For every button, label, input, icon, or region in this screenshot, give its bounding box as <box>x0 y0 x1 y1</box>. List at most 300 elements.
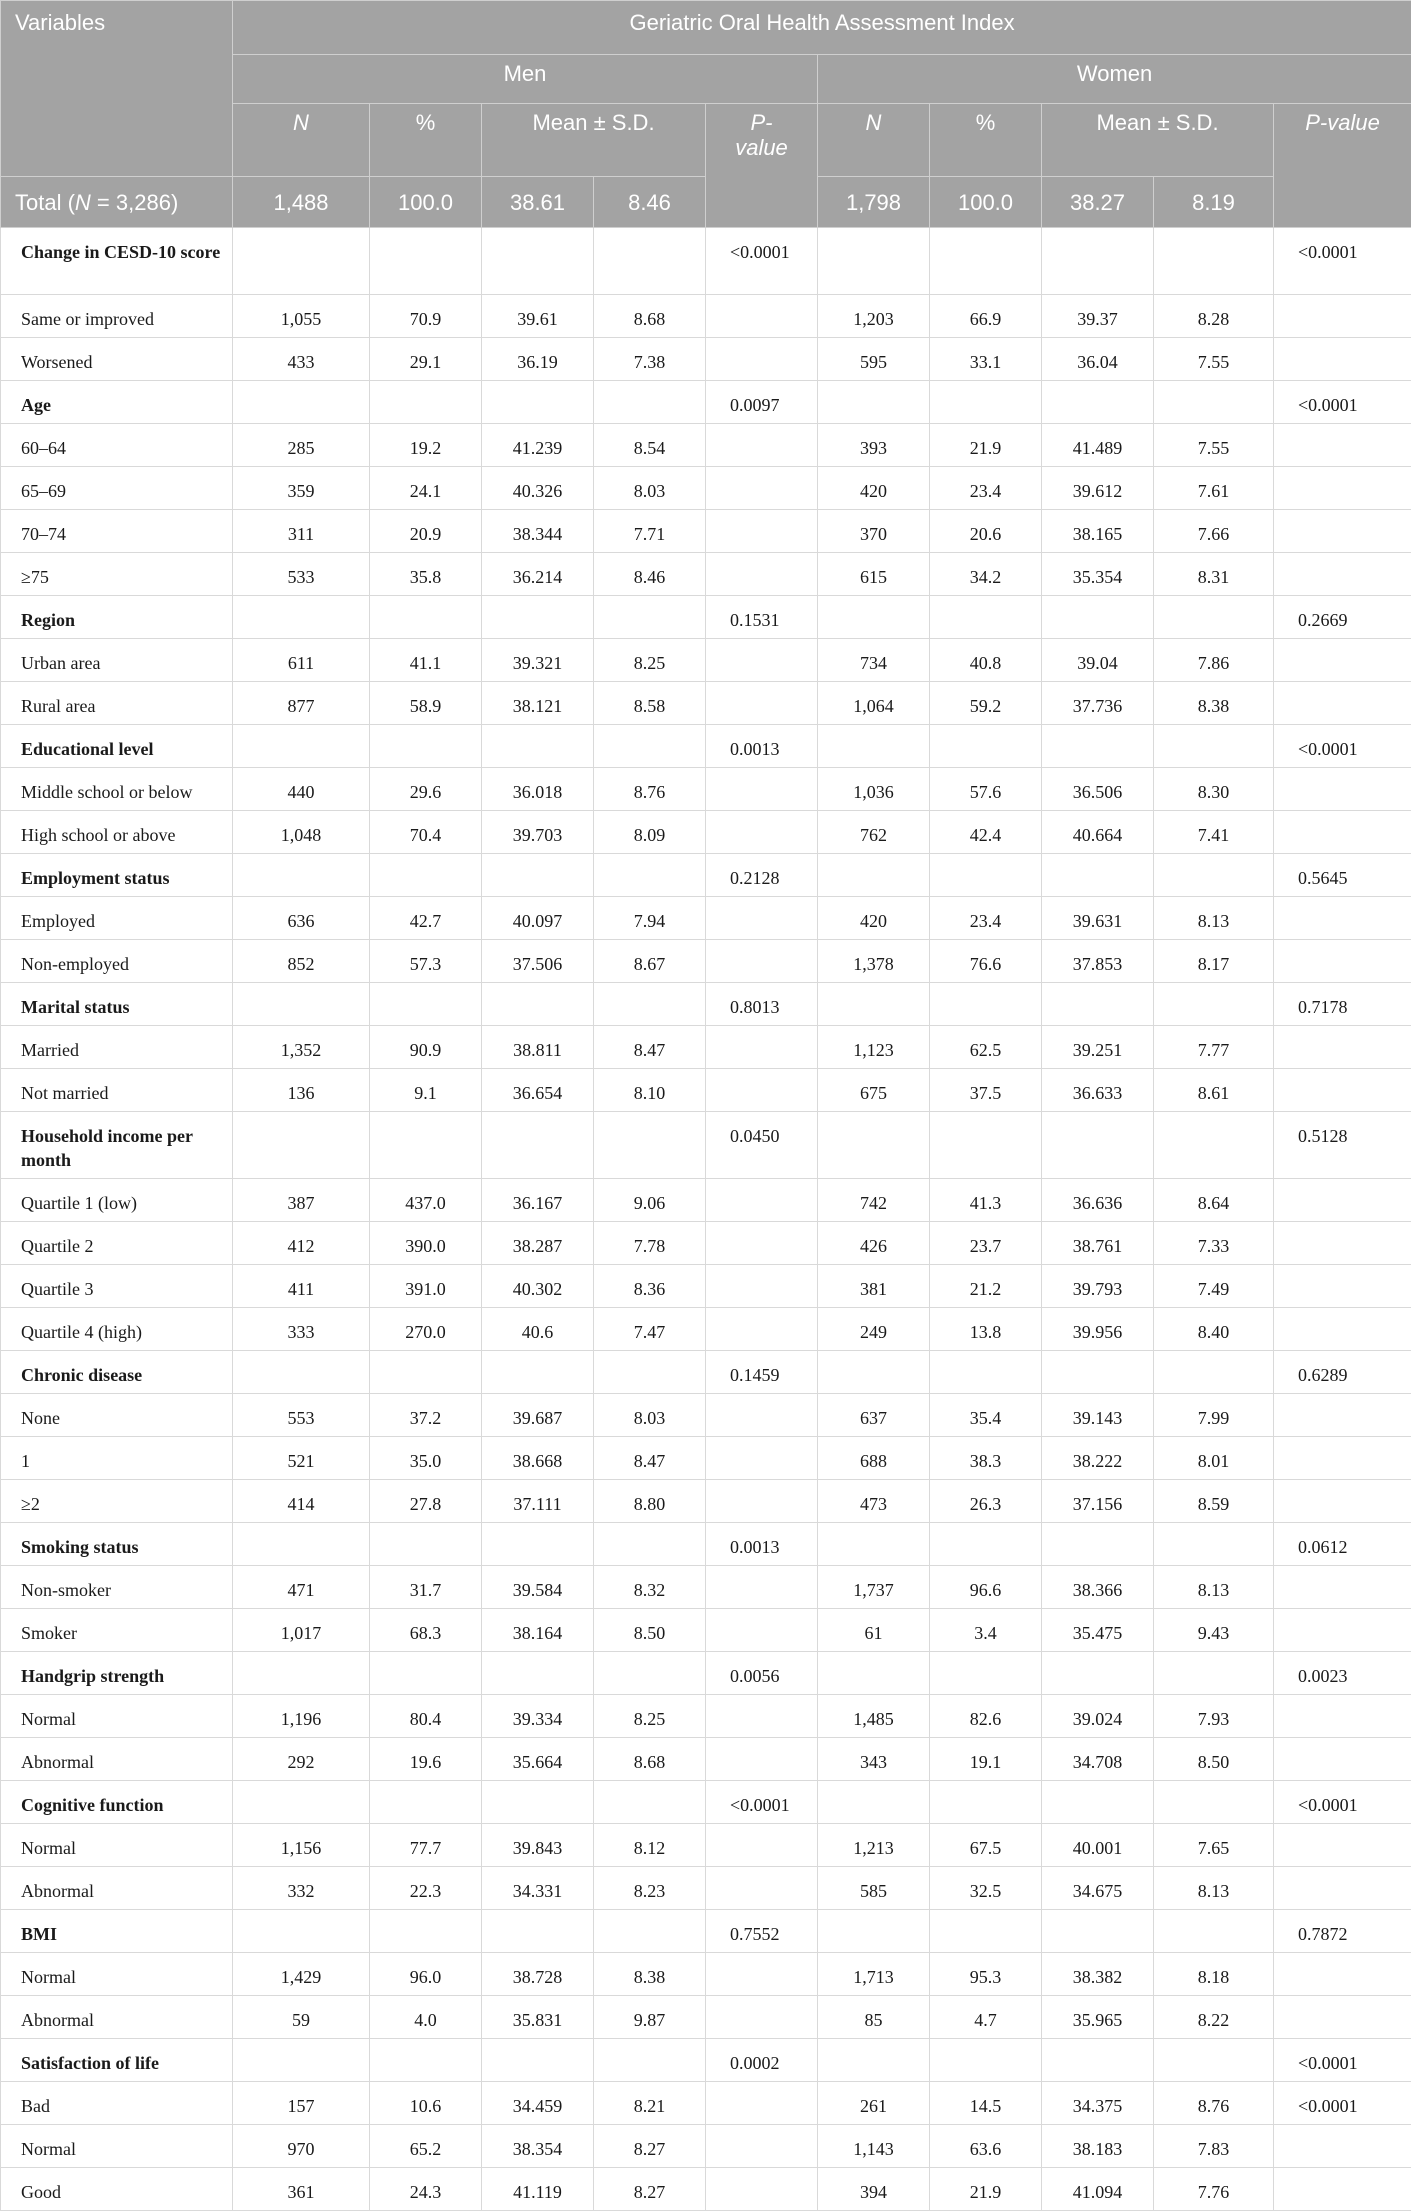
men-n-cell: 970 <box>233 2125 370 2168</box>
women-mean-cell <box>1042 2039 1154 2082</box>
men-n-header: N <box>233 104 370 177</box>
women-sd-cell: 8.18 <box>1154 1953 1274 1996</box>
women-pct-cell: 4.7 <box>930 1996 1042 2039</box>
men-pct-cell: 437.0 <box>370 1179 482 1222</box>
women-mean-cell: 36.633 <box>1042 1069 1154 1112</box>
women-n-cell: 1,485 <box>818 1695 930 1738</box>
men-p-value-cell: <0.0001 <box>706 228 818 295</box>
women-p-value-cell <box>1274 1026 1411 1069</box>
men-n-cell: 332 <box>233 1867 370 1910</box>
table-row <box>1 682 1411 725</box>
table-row <box>1 1566 1411 1609</box>
table-header <box>1 1 1411 228</box>
men-n-cell: 521 <box>233 1437 370 1480</box>
women-n-cell <box>818 1112 930 1179</box>
men-n-cell: 852 <box>233 940 370 983</box>
women-pct-cell: 95.3 <box>930 1953 1042 1996</box>
men-pct-cell <box>370 1351 482 1394</box>
index-title-header: Geriatric Oral Health Assessment Index <box>233 1 1411 55</box>
women-mean-cell <box>1042 1781 1154 1824</box>
men-n-cell: 1,352 <box>233 1026 370 1069</box>
men-p-value-cell: 0.2128 <box>706 854 818 897</box>
table-row <box>1 897 1411 940</box>
table-row <box>1 1222 1411 1265</box>
women-p-value-cell <box>1274 682 1411 725</box>
men-p-value-cell <box>706 295 818 338</box>
row-label: 65–69 <box>1 467 233 510</box>
men-pct-cell: 24.1 <box>370 467 482 510</box>
table-row <box>1 1695 1411 1738</box>
women-n-cell: 742 <box>818 1179 930 1222</box>
women-n-cell: 762 <box>818 811 930 854</box>
women-n-cell <box>818 1652 930 1695</box>
category-row <box>1 1351 1411 1394</box>
row-label: Abnormal <box>1 1867 233 1910</box>
men-n-cell <box>233 381 370 424</box>
women-n-cell: 734 <box>818 639 930 682</box>
category-label: Age <box>1 381 233 424</box>
women-sd-cell: 8.50 <box>1154 1738 1274 1781</box>
category-label: BMI <box>1 1910 233 1953</box>
row-label: Non-employed <box>1 940 233 983</box>
men-p-value-cell: <0.0001 <box>706 1781 818 1824</box>
men-n-cell: 1,048 <box>233 811 370 854</box>
women-mean-cell <box>1042 1910 1154 1953</box>
men-sd-cell: 7.71 <box>594 510 706 553</box>
men-pct-cell: 19.6 <box>370 1738 482 1781</box>
men-mean-cell <box>482 1910 594 1953</box>
men-pct-cell: 390.0 <box>370 1222 482 1265</box>
men-sd-cell <box>594 1652 706 1695</box>
women-mean-cell: 39.251 <box>1042 1026 1154 1069</box>
women-sd-cell <box>1154 2039 1274 2082</box>
total-women-mean: 38.27 <box>1042 177 1154 228</box>
men-pct-cell: 29.6 <box>370 768 482 811</box>
women-n-cell: 85 <box>818 1996 930 2039</box>
men-mean-sd-header: Mean ± S.D. <box>482 104 706 177</box>
women-p-value-cell <box>1274 1695 1411 1738</box>
women-p-value-cell: 0.0612 <box>1274 1523 1411 1566</box>
women-n-cell: 1,143 <box>818 2125 930 2168</box>
men-n-cell <box>233 596 370 639</box>
women-pct-cell: 14.5 <box>930 2082 1042 2125</box>
men-p-value-cell: 0.0097 <box>706 381 818 424</box>
women-p-value-cell: 0.7872 <box>1274 1910 1411 1953</box>
table-row <box>1 940 1411 983</box>
women-pct-cell: 33.1 <box>930 338 1042 381</box>
women-pct-cell: 38.3 <box>930 1437 1042 1480</box>
men-mean-cell: 35.831 <box>482 1996 594 2039</box>
women-mean-cell: 41.094 <box>1042 2168 1154 2211</box>
women-n-cell <box>818 1910 930 1953</box>
row-label: Middle school or below <box>1 768 233 811</box>
women-n-cell: 595 <box>818 338 930 381</box>
row-label: Rural area <box>1 682 233 725</box>
women-p-value-cell <box>1274 295 1411 338</box>
women-sd-cell: 7.61 <box>1154 467 1274 510</box>
men-mean-cell: 36.19 <box>482 338 594 381</box>
total-women-pct: 100.0 <box>930 177 1042 228</box>
men-p-value-cell <box>706 1609 818 1652</box>
men-n-cell <box>233 854 370 897</box>
women-sd-cell: 9.43 <box>1154 1609 1274 1652</box>
women-mean-cell: 39.631 <box>1042 897 1154 940</box>
women-mean-cell: 37.156 <box>1042 1480 1154 1523</box>
men-pct-cell: 58.9 <box>370 682 482 725</box>
women-sd-cell: 7.99 <box>1154 1394 1274 1437</box>
table-row <box>1 553 1411 596</box>
row-label: Married <box>1 1026 233 1069</box>
men-mean-cell: 34.459 <box>482 2082 594 2125</box>
table-row <box>1 1480 1411 1523</box>
men-pct-cell: 27.8 <box>370 1480 482 1523</box>
women-pct-cell: 19.1 <box>930 1738 1042 1781</box>
category-row <box>1 2039 1411 2082</box>
men-mean-cell <box>482 1112 594 1179</box>
women-pct-cell <box>930 228 1042 295</box>
category-label: Educational level <box>1 725 233 768</box>
men-mean-cell: 38.811 <box>482 1026 594 1069</box>
men-mean-cell: 39.584 <box>482 1566 594 1609</box>
women-pct-cell <box>930 1910 1042 1953</box>
men-p-value-header: P- value <box>706 104 818 228</box>
men-n-cell: 1,196 <box>233 1695 370 1738</box>
women-mean-cell: 39.612 <box>1042 467 1154 510</box>
women-sd-cell: 7.55 <box>1154 424 1274 467</box>
category-label: Cognitive function <box>1 1781 233 1824</box>
row-label: Normal <box>1 1695 233 1738</box>
men-mean-cell <box>482 228 594 295</box>
men-sd-cell <box>594 854 706 897</box>
women-sd-cell: 8.13 <box>1154 1867 1274 1910</box>
men-sd-cell: 8.58 <box>594 682 706 725</box>
women-n-cell: 343 <box>818 1738 930 1781</box>
women-sd-cell: 7.83 <box>1154 2125 1274 2168</box>
men-p-value-cell <box>706 1824 818 1867</box>
men-p-value-cell <box>706 1996 818 2039</box>
women-sd-cell: 7.77 <box>1154 1026 1274 1069</box>
men-sd-cell: 7.47 <box>594 1308 706 1351</box>
men-p-value-cell <box>706 1222 818 1265</box>
row-label: Normal <box>1 1953 233 1996</box>
men-n-cell: 414 <box>233 1480 370 1523</box>
women-pct-cell <box>930 854 1042 897</box>
men-pct-cell <box>370 381 482 424</box>
women-n-header: N <box>818 104 930 177</box>
men-pct-cell <box>370 1781 482 1824</box>
women-pct-cell <box>930 596 1042 639</box>
women-p-value-cell: 0.2669 <box>1274 596 1411 639</box>
men-n-cell <box>233 2039 370 2082</box>
men-p-value-cell <box>706 467 818 510</box>
men-sd-cell: 8.47 <box>594 1026 706 1069</box>
row-label: Non-smoker <box>1 1566 233 1609</box>
men-sd-cell: 7.94 <box>594 897 706 940</box>
men-p-value-cell <box>706 897 818 940</box>
men-pct-cell: 37.2 <box>370 1394 482 1437</box>
table-row <box>1 1394 1411 1437</box>
men-pct-cell: 20.9 <box>370 510 482 553</box>
men-sd-cell: 8.09 <box>594 811 706 854</box>
women-sd-cell <box>1154 1112 1274 1179</box>
men-sd-cell: 8.25 <box>594 1695 706 1738</box>
men-pct-cell: 80.4 <box>370 1695 482 1738</box>
men-mean-cell: 39.61 <box>482 295 594 338</box>
women-mean-cell: 36.04 <box>1042 338 1154 381</box>
men-pct-cell: 22.3 <box>370 1867 482 1910</box>
men-p-value-cell <box>706 1069 818 1112</box>
men-p-value-cell <box>706 2168 818 2211</box>
women-n-cell: 1,737 <box>818 1566 930 1609</box>
women-sd-cell: 7.49 <box>1154 1265 1274 1308</box>
men-pct-cell: 24.3 <box>370 2168 482 2211</box>
women-mean-cell: 34.708 <box>1042 1738 1154 1781</box>
men-p-value-cell <box>706 424 818 467</box>
row-label: Quartile 4 (high) <box>1 1308 233 1351</box>
women-n-cell <box>818 725 930 768</box>
women-sd-cell <box>1154 1351 1274 1394</box>
women-p-value-cell <box>1274 811 1411 854</box>
women-p-value-cell <box>1274 1222 1411 1265</box>
category-label: Handgrip strength <box>1 1652 233 1695</box>
table-row <box>1 1609 1411 1652</box>
women-sd-cell <box>1154 983 1274 1026</box>
men-pct-cell <box>370 1652 482 1695</box>
men-p-value-cell <box>706 1308 818 1351</box>
men-sd-cell: 8.46 <box>594 553 706 596</box>
women-pct-cell <box>930 1523 1042 1566</box>
men-p-value-cell <box>706 338 818 381</box>
women-p-value-cell: 0.0023 <box>1274 1652 1411 1695</box>
row-label: ≥2 <box>1 1480 233 1523</box>
women-pct-cell: 21.9 <box>930 424 1042 467</box>
men-pct-cell: 35.8 <box>370 553 482 596</box>
men-mean-cell: 40.326 <box>482 467 594 510</box>
table-row <box>1 1069 1411 1112</box>
women-sd-cell: 8.31 <box>1154 553 1274 596</box>
women-sd-cell <box>1154 854 1274 897</box>
women-p-value-cell <box>1274 1265 1411 1308</box>
men-p-value-cell <box>706 768 818 811</box>
women-pct-cell: 32.5 <box>930 1867 1042 1910</box>
women-sd-cell: 7.93 <box>1154 1695 1274 1738</box>
men-p-value-cell <box>706 1738 818 1781</box>
men-n-cell: 471 <box>233 1566 370 1609</box>
men-n-cell: 292 <box>233 1738 370 1781</box>
women-mean-cell: 37.736 <box>1042 682 1154 725</box>
women-header: Women <box>818 55 1411 104</box>
men-sd-cell <box>594 1112 706 1179</box>
women-p-value-cell: <0.0001 <box>1274 381 1411 424</box>
row-label: Worsened <box>1 338 233 381</box>
row-label: Smoker <box>1 1609 233 1652</box>
men-sd-cell: 8.76 <box>594 768 706 811</box>
men-n-cell: 553 <box>233 1394 370 1437</box>
women-pct-cell: 35.4 <box>930 1394 1042 1437</box>
women-n-cell <box>818 1781 930 1824</box>
row-label: Abnormal <box>1 1738 233 1781</box>
women-pct-cell: 63.6 <box>930 2125 1042 2168</box>
women-sd-cell <box>1154 228 1274 295</box>
women-sd-cell: 8.40 <box>1154 1308 1274 1351</box>
women-mean-cell <box>1042 1523 1154 1566</box>
total-label: Total (N = 3,286) <box>1 177 233 228</box>
row-label: Quartile 3 <box>1 1265 233 1308</box>
men-header: Men <box>233 55 818 104</box>
table-row <box>1 424 1411 467</box>
women-p-value-cell <box>1274 1566 1411 1609</box>
men-mean-cell <box>482 854 594 897</box>
women-sd-cell <box>1154 1910 1274 1953</box>
women-sd-cell: 7.76 <box>1154 2168 1274 2211</box>
men-mean-cell: 39.321 <box>482 639 594 682</box>
men-sd-cell: 8.68 <box>594 295 706 338</box>
women-pct-cell: 57.6 <box>930 768 1042 811</box>
men-pct-cell: 31.7 <box>370 1566 482 1609</box>
men-pct-cell: 10.6 <box>370 2082 482 2125</box>
women-p-value-cell <box>1274 1824 1411 1867</box>
women-sd-cell: 8.30 <box>1154 768 1274 811</box>
men-p-value-cell <box>706 639 818 682</box>
men-n-cell: 411 <box>233 1265 370 1308</box>
men-p-value-cell: 0.0002 <box>706 2039 818 2082</box>
women-p-value-cell <box>1274 1179 1411 1222</box>
category-row <box>1 1781 1411 1824</box>
women-mean-cell: 39.143 <box>1042 1394 1154 1437</box>
women-sd-cell: 7.86 <box>1154 639 1274 682</box>
women-n-cell: 615 <box>818 553 930 596</box>
men-pct-cell <box>370 1910 482 1953</box>
row-label: Good <box>1 2168 233 2211</box>
table-row <box>1 2082 1411 2125</box>
women-sd-cell: 8.76 <box>1154 2082 1274 2125</box>
men-pct-cell: 70.4 <box>370 811 482 854</box>
men-n-cell: 1,156 <box>233 1824 370 1867</box>
men-sd-cell <box>594 1351 706 1394</box>
row-label: Quartile 2 <box>1 1222 233 1265</box>
women-p-value-cell <box>1274 2125 1411 2168</box>
women-mean-cell: 35.475 <box>1042 1609 1154 1652</box>
men-sd-cell: 8.27 <box>594 2168 706 2211</box>
men-sd-cell <box>594 2039 706 2082</box>
women-sd-cell <box>1154 596 1274 639</box>
men-p-value-cell: 0.1459 <box>706 1351 818 1394</box>
women-sd-cell <box>1154 1652 1274 1695</box>
women-p-value-cell <box>1274 1867 1411 1910</box>
men-p-value-cell: 0.0450 <box>706 1112 818 1179</box>
category-row <box>1 381 1411 424</box>
men-mean-cell <box>482 596 594 639</box>
category-row <box>1 1652 1411 1695</box>
women-p-value-cell <box>1274 510 1411 553</box>
men-pct-cell <box>370 228 482 295</box>
men-n-cell: 412 <box>233 1222 370 1265</box>
women-pct-cell <box>930 725 1042 768</box>
women-sd-cell: 7.55 <box>1154 338 1274 381</box>
men-pct-cell <box>370 2039 482 2082</box>
women-mean-cell: 39.793 <box>1042 1265 1154 1308</box>
men-p-value-cell: 0.0013 <box>706 1523 818 1566</box>
women-pct-cell: 67.5 <box>930 1824 1042 1867</box>
men-sd-cell: 9.87 <box>594 1996 706 2039</box>
women-pct-cell: 62.5 <box>930 1026 1042 1069</box>
women-p-value-cell: 0.5128 <box>1274 1112 1411 1179</box>
men-n-cell: 877 <box>233 682 370 725</box>
category-label: Marital status <box>1 983 233 1026</box>
women-mean-cell <box>1042 1652 1154 1695</box>
men-sd-cell: 8.68 <box>594 1738 706 1781</box>
women-mean-cell: 38.222 <box>1042 1437 1154 1480</box>
women-mean-sd-header: Mean ± S.D. <box>1042 104 1274 177</box>
men-p-value-cell <box>706 940 818 983</box>
row-label: High school or above <box>1 811 233 854</box>
women-p-value-cell <box>1274 467 1411 510</box>
men-pct-cell: 57.3 <box>370 940 482 983</box>
men-mean-cell <box>482 381 594 424</box>
women-p-value-cell: 0.6289 <box>1274 1351 1411 1394</box>
men-p-value-cell <box>706 1026 818 1069</box>
men-mean-cell: 38.121 <box>482 682 594 725</box>
women-n-cell: 420 <box>818 467 930 510</box>
category-row <box>1 228 1411 295</box>
men-pct-cell: 391.0 <box>370 1265 482 1308</box>
category-label: Satisfaction of life <box>1 2039 233 2082</box>
women-p-value-cell: <0.0001 <box>1274 228 1411 295</box>
women-pct-cell: 34.2 <box>930 553 1042 596</box>
men-sd-cell: 8.25 <box>594 639 706 682</box>
women-mean-cell <box>1042 854 1154 897</box>
men-sd-cell: 7.78 <box>594 1222 706 1265</box>
men-pct-cell <box>370 854 482 897</box>
women-pct-header: % <box>930 104 1042 177</box>
men-p-value-cell <box>706 1265 818 1308</box>
men-sd-cell: 7.38 <box>594 338 706 381</box>
women-p-value-cell: <0.0001 <box>1274 1781 1411 1824</box>
men-p-value-cell: 0.8013 <box>706 983 818 1026</box>
women-mean-cell: 38.761 <box>1042 1222 1154 1265</box>
women-mean-cell: 37.853 <box>1042 940 1154 983</box>
men-sd-cell <box>594 381 706 424</box>
men-mean-cell: 40.6 <box>482 1308 594 1351</box>
table-row <box>1 811 1411 854</box>
women-mean-cell: 36.506 <box>1042 768 1154 811</box>
men-mean-cell: 39.687 <box>482 1394 594 1437</box>
women-pct-cell: 3.4 <box>930 1609 1042 1652</box>
men-p-value-cell <box>706 2082 818 2125</box>
men-mean-cell: 40.097 <box>482 897 594 940</box>
women-mean-cell: 40.664 <box>1042 811 1154 854</box>
category-row <box>1 854 1411 897</box>
women-n-cell <box>818 381 930 424</box>
men-p-value-cell <box>706 553 818 596</box>
women-p-value-cell: <0.0001 <box>1274 2039 1411 2082</box>
women-mean-cell <box>1042 596 1154 639</box>
row-label: Normal <box>1 1824 233 1867</box>
men-n-cell <box>233 1781 370 1824</box>
women-p-value-cell <box>1274 553 1411 596</box>
women-pct-cell: 37.5 <box>930 1069 1042 1112</box>
men-mean-cell: 39.843 <box>482 1824 594 1867</box>
men-sd-cell: 8.03 <box>594 1394 706 1437</box>
men-pct-cell: 270.0 <box>370 1308 482 1351</box>
women-sd-cell: 8.64 <box>1154 1179 1274 1222</box>
women-pct-cell: 23.7 <box>930 1222 1042 1265</box>
women-p-value-cell <box>1274 1394 1411 1437</box>
men-n-cell: 311 <box>233 510 370 553</box>
men-pct-cell: 19.2 <box>370 424 482 467</box>
women-pct-cell: 20.6 <box>930 510 1042 553</box>
men-sd-cell: 8.23 <box>594 1867 706 1910</box>
